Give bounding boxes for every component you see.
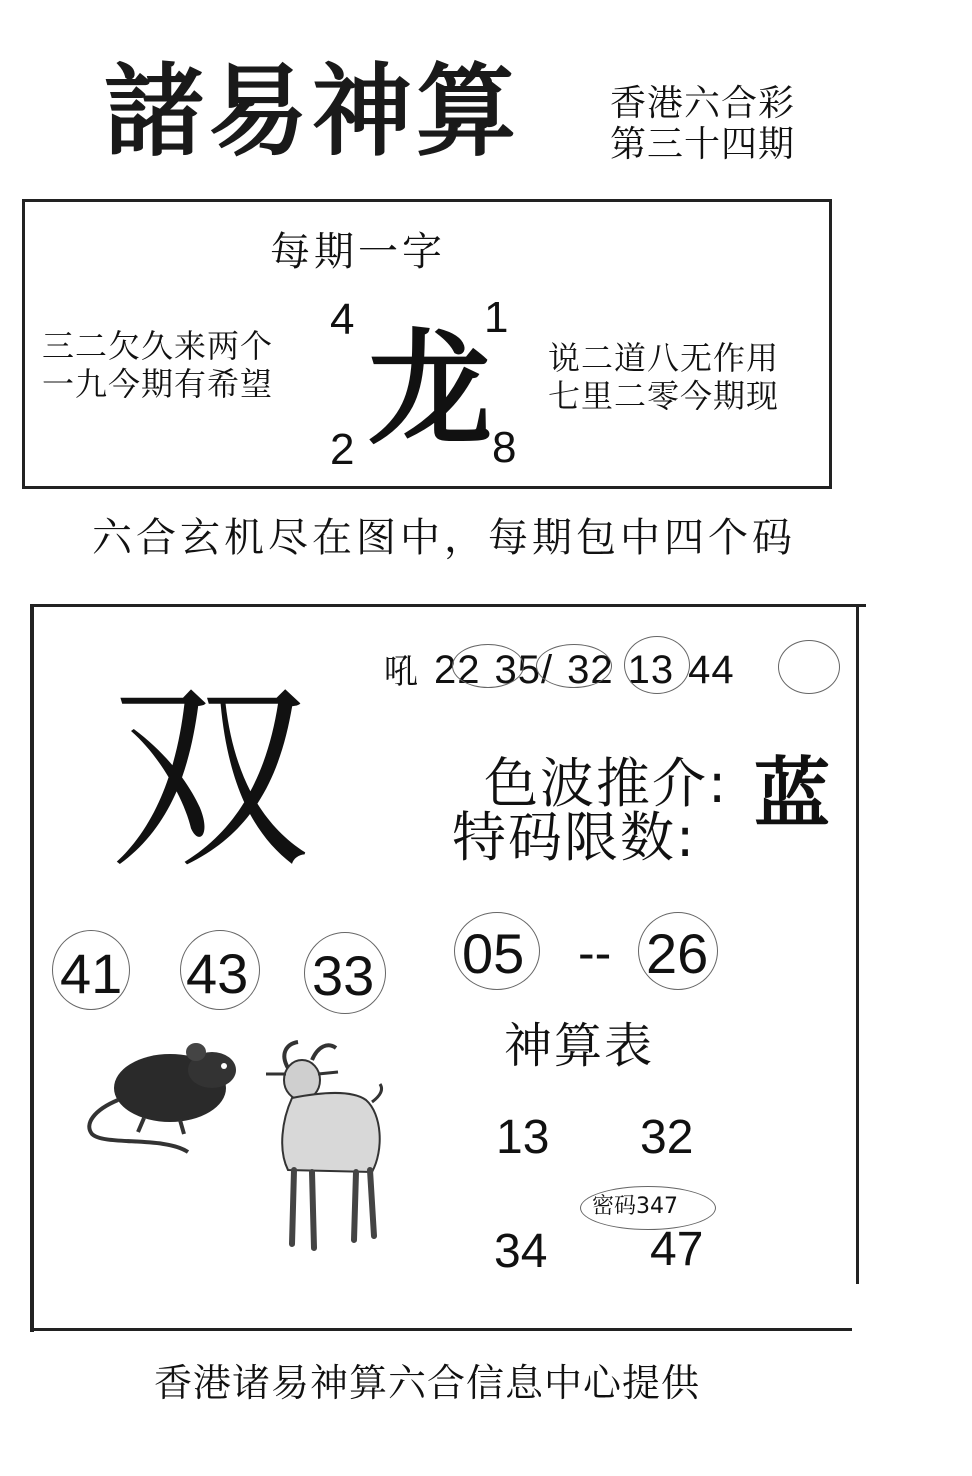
featured-character: 龙 bbox=[368, 318, 493, 462]
number-circle bbox=[452, 644, 524, 688]
number-33: 33 bbox=[312, 944, 375, 1007]
wave-label: 色波推介: bbox=[484, 752, 729, 815]
top-number: 22 bbox=[434, 648, 481, 692]
table-number: 47 bbox=[650, 1223, 704, 1276]
table-number: 13 bbox=[496, 1111, 550, 1164]
table-title: 神算表 bbox=[504, 1018, 655, 1074]
poem-right-line-2: 七里二零今期现 bbox=[548, 377, 780, 415]
table-number: 34 bbox=[494, 1225, 548, 1278]
poem-left-line-2: 一九今期有希望 bbox=[42, 365, 274, 403]
range-separator: -- bbox=[578, 925, 612, 981]
box2-border-bottom bbox=[30, 1328, 852, 1331]
poem-left-line-1: 三二欠久来两个 bbox=[42, 327, 274, 365]
big-character-double: 双 bbox=[110, 663, 311, 896]
secret-code: 密码347 bbox=[592, 1194, 678, 1219]
top-number: 13 bbox=[627, 648, 675, 692]
top-number: 32 bbox=[567, 648, 614, 692]
number-circle bbox=[778, 640, 840, 694]
number-41: 41 bbox=[60, 942, 123, 1005]
goat-icon bbox=[262, 1040, 398, 1260]
page-title: 諸易神算 bbox=[104, 53, 520, 170]
word-of-issue-heading: 每期一字 bbox=[270, 229, 446, 275]
rat-icon bbox=[84, 1040, 244, 1160]
range-from: 05 bbox=[462, 922, 525, 985]
number-circle bbox=[624, 636, 690, 694]
number-circle bbox=[536, 644, 612, 688]
corner-number-top-left: 4 bbox=[330, 295, 355, 344]
top-row-lead: 吼 bbox=[384, 653, 418, 691]
subtitle-issue: 第三十四期 bbox=[610, 124, 796, 165]
limit-label: 特码限数: bbox=[452, 806, 697, 869]
corner-number-bottom-right: 8 bbox=[492, 423, 517, 472]
poem-right-line-1: 说二道八无作用 bbox=[548, 339, 780, 377]
corner-number-top-right: 1 bbox=[484, 293, 509, 342]
corner-number-bottom-left: 2 bbox=[330, 425, 355, 474]
box2-border-right bbox=[856, 604, 859, 1284]
footer-credit: 香港诸易神算六合信息中心提供 bbox=[154, 1361, 701, 1405]
wave-value: 蓝 bbox=[754, 749, 830, 838]
table-number: 32 bbox=[640, 1111, 694, 1164]
box2-border-top bbox=[30, 604, 866, 607]
slogan: 六合玄机尽在图中，每期包中四个码 bbox=[92, 515, 796, 561]
range-to: 26 bbox=[646, 922, 709, 985]
top-number: 35/ bbox=[494, 648, 554, 692]
subtitle-lottery: 香港六合彩 bbox=[610, 83, 796, 124]
number-43: 43 bbox=[186, 942, 249, 1005]
box2-border-left bbox=[30, 604, 34, 1332]
top-number: 44 bbox=[688, 648, 735, 692]
